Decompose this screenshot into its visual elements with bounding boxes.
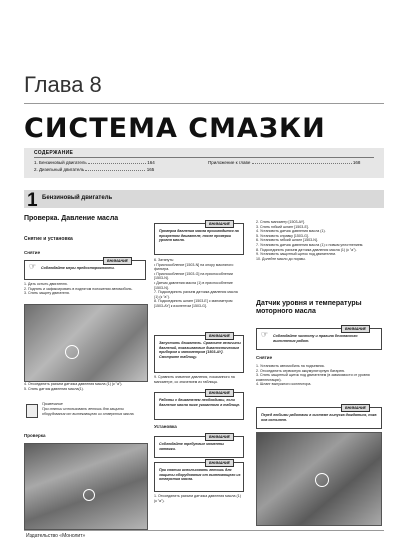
- warning-text: Соблюдайте чистоту и правила безопасного выполнения работ.: [273, 334, 358, 343]
- left-subheading-removal: Снятие: [24, 250, 41, 255]
- step: 4. Шланг выпускного коллектора.: [256, 382, 312, 387]
- step: 7. Установить датчик давления масла (1) с новым уплотнением.: [256, 242, 364, 247]
- step: 9. Установить защитный щиток под двигателем.: [256, 252, 337, 257]
- middle-steps-3: [154, 494, 242, 503]
- section-number: 1: [27, 190, 38, 211]
- footer-rule: [24, 530, 384, 531]
- left-subheading-check: Проверка: [24, 433, 46, 438]
- page-title: СИСТЕМА СМАЗКИ: [24, 113, 326, 144]
- toc-item-label: 1. Бензиновый двигатель: [34, 160, 87, 165]
- right-warning-2: [256, 407, 382, 429]
- warning-text: Перед любыми работами в системе выпуска дождаться, пока она остынет.: [261, 413, 377, 422]
- step: 10. Долейте масло до нормы.: [256, 256, 306, 261]
- warning-icon: ☞: [29, 262, 37, 271]
- middle-warning-5: [154, 462, 244, 492]
- warning-label: ВНИМАНИЕ: [205, 389, 234, 397]
- step: 3. Снять защиту двигателя.: [24, 291, 70, 296]
- step: 7. Подсоединить разъем датчика давления масла (1) (к "а").: [154, 290, 238, 299]
- right-subheading-removal: Снятие: [256, 355, 273, 360]
- toc-item-label: Приложение к главе: [208, 160, 251, 165]
- step: 2. Поднять и зафиксировать в поднятом положении автомобиль.: [24, 286, 133, 291]
- step: 5. Установить справку [1503-G].: [256, 233, 309, 238]
- toc-heading-rule: [34, 157, 374, 158]
- step: 8. Подсоединить разъем датчика давления масла (1) (к "а").: [256, 247, 357, 252]
- section-title: Бензиновый двигатель: [42, 195, 113, 201]
- note-icon: [26, 404, 38, 418]
- warning-text: Соблюдайте меры предосторожности.: [41, 266, 115, 270]
- right-warning-1: [256, 328, 382, 350]
- left-steps-1: [24, 282, 146, 296]
- step: 4. Отсоединить разъем датчика давления масла (1) (к "а").: [24, 382, 123, 386]
- step: 5. Снять датчик давления масла(1).: [24, 386, 84, 391]
- warning-label: ВНИМАНИЕ: [205, 433, 234, 441]
- left-subheading-install: Снятие и установка: [24, 236, 73, 242]
- step: 1. Установить автомобиль на подъемник.: [256, 364, 325, 368]
- warning-label: ВНИМАНИЕ: [205, 220, 234, 228]
- warning-text: Соблюдайте требуемые моменты затяжки.: [159, 442, 225, 451]
- toc-item[interactable]: [34, 167, 194, 172]
- note-block: [24, 402, 146, 432]
- warning-text: Работы с двигателем необходимы, если давление масла ниже указанного в таблице.: [159, 398, 241, 407]
- chapter-rule: [24, 103, 384, 104]
- middle-subheading-install: Установка: [154, 424, 177, 429]
- toc-dots: [252, 163, 352, 164]
- toc-item-page: 165: [146, 167, 155, 172]
- middle-warning-2: [154, 335, 244, 373]
- note-text: При снятии использовать ветошь для защиты оборудования от вытекающего из отверстия масла.: [42, 407, 135, 416]
- step: 3. Снять защитный щиток под двигателем (в зависимости от уровня комплектации).: [256, 373, 370, 382]
- toc-dots: [88, 163, 146, 164]
- left-steps-2: [24, 382, 146, 391]
- step: • Приспособление [1503-G] на приспособлении [1503-N].: [154, 271, 233, 281]
- middle-warning-3: [154, 392, 244, 420]
- note-title: Примечание: [42, 402, 63, 406]
- warning-text: Проверка давления масла производится на прогретом двигателе, после проверки уровня масла.: [159, 229, 239, 243]
- warning-icon: ☞: [261, 330, 269, 339]
- step: 8. Подсоединить шланг [1503-E] с манометром [1503-AY] к изолентом [1503-G].: [154, 299, 233, 308]
- warning-text: Запустить двигатель. Сравните величины давлений, показываемые диагностическим прибором и манометром [1503-AY]. Смотрите таблицу.: [159, 341, 241, 359]
- toc-item-label: 2. Дизельный двигатель: [34, 167, 85, 172]
- middle-steps-1: [154, 258, 242, 309]
- middle-warning-1: [154, 223, 244, 255]
- toc-dots: [85, 170, 145, 171]
- right-steps-1: [256, 220, 380, 261]
- step: 3. Снять гибкий шланг [1503-E].: [256, 224, 309, 229]
- engine-photo-3: [256, 432, 382, 526]
- warning-text: При снятии использовать ветошь для защиты оборудования от вытекающего из отверстия масла.: [159, 468, 241, 482]
- step: 9. Сравнить значение давления, показанного на манометре, со значением из таблицы.: [154, 375, 235, 384]
- middle-steps-2: [154, 375, 242, 384]
- step: 2. Отсоединить сервисную аккумуляторную батарею.: [256, 368, 346, 373]
- toc-item[interactable]: [34, 160, 194, 165]
- step: • Датчик давления масла (1) в приспособление [1503-N].: [154, 280, 233, 290]
- step: 4. Установить датчик давления масла (1).: [256, 229, 326, 234]
- photo-marker: [315, 473, 329, 487]
- warning-label: ВНИМАНИЕ: [341, 325, 370, 333]
- engine-photo-1: [24, 304, 148, 382]
- engine-photo-2: [24, 443, 148, 530]
- step: 2. Снять манометр [1503-AY].: [256, 220, 306, 224]
- step: • Приспособление [1503-N] на опору масляного фильтра.: [154, 262, 234, 272]
- warning-label: ВНИМАНИЕ: [205, 459, 234, 467]
- chapter-label: Глава 8: [24, 72, 102, 97]
- right-steps-2: [256, 364, 380, 387]
- step: 1. Отсоединить разъем датчика давления масла (1) (к "а").: [154, 494, 241, 503]
- warning-label: ВНИМАНИЕ: [205, 332, 234, 340]
- toc-item-page: 168: [352, 160, 361, 165]
- warning-label: ВНИМАНИЕ: [341, 404, 370, 412]
- warning-label: ВНИМАНИЕ: [103, 257, 132, 265]
- photo-marker: [65, 345, 79, 359]
- toc-item[interactable]: [208, 160, 378, 165]
- photo-marker: [83, 489, 95, 501]
- step: 6. Установить гибкий шланг [1503-N].: [256, 238, 318, 243]
- right-heading: Датчик уровня и температуры моторного масла: [256, 300, 362, 315]
- left-heading: Проверка. Давление масла: [24, 215, 119, 222]
- middle-warning-4: [154, 436, 244, 458]
- toc-item-page: 164: [147, 160, 155, 165]
- left-warning: [24, 260, 146, 280]
- footer-publisher: Издательство «Монолит»: [26, 533, 86, 539]
- step: 6. Затянуть:: [154, 258, 174, 262]
- step: 1. Дать остыть двигателю.: [24, 282, 68, 286]
- toc-heading: СОДЕРЖАНИЕ: [34, 150, 74, 156]
